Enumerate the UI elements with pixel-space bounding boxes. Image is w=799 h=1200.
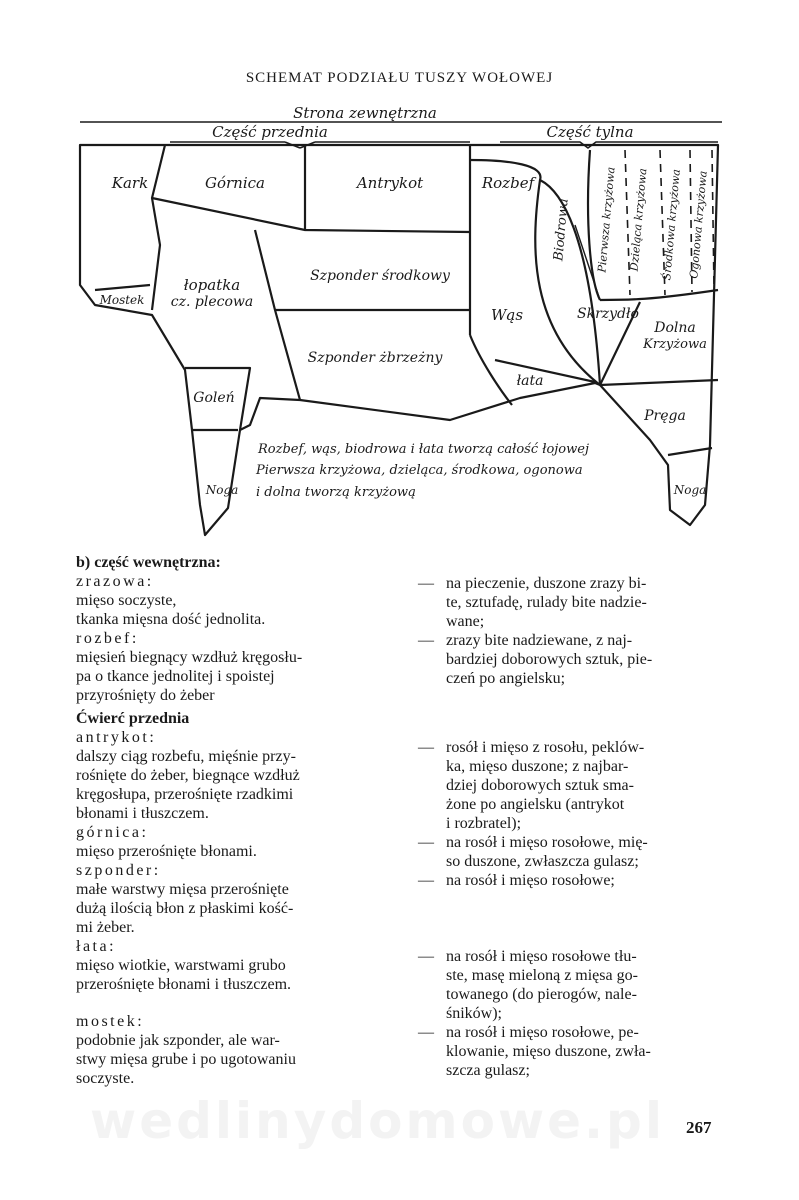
diagram-note-line-1: Rozbef, wąs, biodrowa i łata tworzą całość łojowej [258, 442, 589, 457]
desc-lata: mięso wiotkie, warstwami grubo [76, 957, 286, 974]
cut-kark: Kark [111, 174, 149, 192]
desc-szponder: mi żeber. [76, 919, 135, 936]
cut-lopatka-plecowa: cz. plecowa [170, 294, 254, 310]
cut-lata: łata [516, 373, 544, 389]
desc-mostek: soczyste. [76, 1070, 135, 1087]
cut-golen: Goleń [193, 390, 235, 406]
cut-was: Wąs [490, 306, 524, 324]
term-lata: łata: [76, 938, 117, 955]
cut-dolna: Dolna [654, 320, 696, 336]
cut-skrzydlo: Skrzydło [577, 306, 639, 322]
page-title: SCHEMAT PODZIAŁU TUSZY WOŁOWEJ [245, 70, 554, 86]
use-rozbef: — zrazy bite nadziewane, z naj- bardziej doborowych sztuk, pie- czeń po angielsku; [418, 632, 653, 687]
desc-szponder: małe warstwy mięsa przerośnięte [76, 881, 289, 898]
watermark: wedlinydomowe.pl [90, 1092, 665, 1150]
desc-mostek: podobnie jak szponder, ale war- [76, 1032, 280, 1049]
cwierc-przednia-heading: Ćwierć przednia [76, 710, 190, 727]
cut-pierwsza-krzyzowa: Pierwsza krzyżowa [595, 166, 618, 274]
cut-dzielaca-krzyzowa: Dzieląca krzyżowa [627, 167, 650, 272]
term-mostek: mostek: [76, 1013, 145, 1030]
use-lata: — na rosół i mięso rosołowe tłu- ste, masę mieloną z mięsa go- towanego (do pierogów, nale- śników); [418, 948, 638, 1022]
label-front-part: Część przednia [212, 123, 328, 141]
beef-carcass-diagram [0, 95, 799, 555]
section-b-heading: b) część wewnętrzna: [76, 554, 221, 571]
cut-ogonowa-krzyzowa: Ogonowa krzyżowa [687, 170, 710, 280]
desc-antrykot: rośnięte do żeber, biegnące wzdłuż [76, 767, 300, 784]
cut-noga-rear: Noga [673, 483, 707, 497]
label-rear-part: Część tylna [546, 123, 634, 141]
use-zrazowa: — na pieczenie, duszone zrazy bi- te, sztufadę, rulady bite nadzie- wane; [418, 575, 647, 630]
cut-dolna-krzyzowa: Krzyżowa [643, 337, 707, 352]
desc-antrykot: dalszy ciąg rozbefu, mięśnie przy- [76, 748, 296, 765]
left-column [76, 553, 376, 1088]
term-szponder: szponder: [76, 862, 161, 879]
cut-szponder-zebrzny: Szponder żbrzeżny [307, 350, 443, 366]
use-gornica: — na rosół i mięso rosołowe, mię- so duszone, zwłaszcza gulasz; [418, 834, 648, 870]
desc-rozbef: przyrośnięty do żeber [76, 687, 215, 704]
desc-rozbef: pa o tkance jednolitej i spoistej [76, 668, 275, 685]
use-mostek: — na rosół i mięso rosołowe, pe- klowanie, mięso duszone, zwła- szcza gulasz; [418, 1024, 651, 1079]
desc-antrykot: kręgosłupa, przerośnięte rzadkimi [76, 786, 294, 803]
desc-zrazowa: tkanka mięsna dość jednolita. [76, 611, 266, 628]
cut-lopatka: łopatka [183, 276, 241, 294]
cut-gornica: Górnica [205, 174, 265, 192]
desc-mostek: stwy mięsa grube i po ugotowaniu [76, 1051, 296, 1068]
desc-gornica: mięso przerośnięte błonami. [76, 843, 257, 860]
cut-szponder-srodkowy: Szponder środkowy [310, 268, 450, 284]
cut-noga-front: Noga [205, 483, 239, 497]
desc-rozbef: mięsień biegnący wzdłuż kręgosłu- [76, 649, 303, 666]
desc-lata: przerośnięte błonami i tłuszczem. [76, 976, 292, 993]
term-rozbef: rozbef: [76, 630, 139, 647]
term-gornica: górnica: [76, 824, 149, 841]
cut-antrykot: Antrykot [356, 174, 424, 192]
use-antrykot: — rosół i mięso z rosołu, peklów- ka, mięso duszone; z najbar- dziej doborowych sztuk sma- żone po angielsku (antrykot i rozbratel); [418, 739, 645, 832]
term-zrazowa: zrazowa: [76, 573, 154, 590]
cut-mostek: Mostek [99, 293, 145, 307]
cut-srodkowa-krzyzowa: Środkowa krzyżowa [660, 168, 683, 281]
desc-szponder: dużą ilością błon z płaskimi kość- [76, 900, 294, 917]
desc-zrazowa: mięso soczyste, [76, 592, 177, 609]
cut-rozbef: Rozbef [481, 174, 535, 192]
label-outer-side: Strona zewnętrzna [293, 104, 437, 122]
cut-prega: Pręga [644, 408, 686, 424]
use-szponder: — na rosół i mięso rosołowe; [418, 872, 615, 889]
diagram-note-line-2: Pierwsza krzyżowa, dzieląca, środkowa, ogonowa [256, 463, 583, 478]
desc-antrykot: błonami i tłuszczem. [76, 805, 209, 822]
diagram-note-line-3: i dolna tworzą krzyżową [256, 485, 416, 500]
term-antrykot: antrykot: [76, 729, 157, 746]
cut-biodrowa: Biodrowa [551, 197, 572, 262]
page-number: 267 [686, 1118, 712, 1137]
